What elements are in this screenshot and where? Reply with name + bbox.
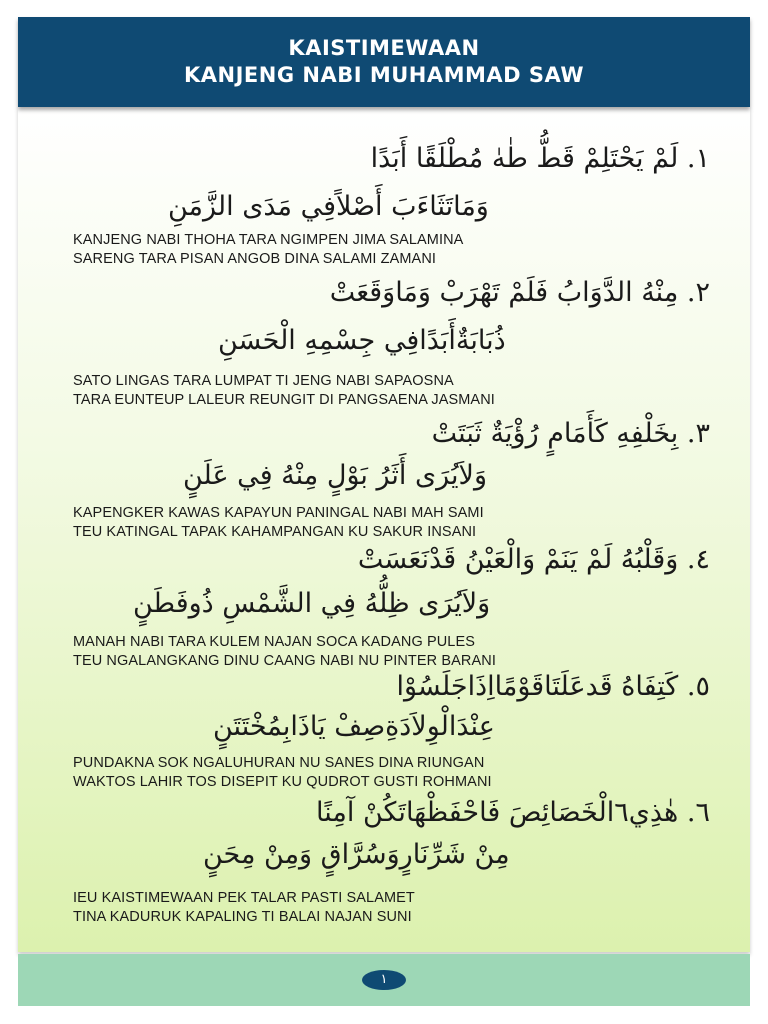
- arabic-verse-line1: ٦. هٰذِي٦الْخَصَائِصَ فَاحْفَظْهَاتَكُنْ آمِنًا: [316, 797, 710, 828]
- item-number: ٤.: [686, 544, 710, 575]
- arabic-verse-line1: ٣. بِخَلْفِهِ كَأَمَامٍ رُؤْيَةٌ ثَبَتَتْ: [431, 418, 710, 449]
- page-title-line2: KANJENG NABI MUHAMMAD SAW: [183, 63, 584, 87]
- arabic-verse-line2: وَلاَيُرَى أَثَرُ بَوْلٍ مِنْهُ فِي عَلَنٍ: [183, 460, 487, 491]
- content-panel: [18, 107, 750, 952]
- arabic-verse-line2: ذُبَابَةٌأَبَدًافِي جِسْمِهِ الْحَسَنِ: [218, 325, 506, 356]
- arabic-verse-line2: وَمَاتَثَاءَبَ أَصْلاًفِي مَدَى الزَّمَنِ: [168, 191, 489, 222]
- item-number: ١.: [686, 143, 710, 174]
- arabic-verse-line1: ١. لَمْ يَحْتَلِمْ قَطُّ طٰهٰ مُطْلَقًا أَبَدًا: [370, 143, 710, 174]
- page-number-badge: ١: [362, 970, 406, 990]
- arabic-verse-line1: ٢. مِنْهُ الدَّوَابُ فَلَمْ تَهْرَبْ وَمَاوَقَعَتْ: [329, 277, 710, 308]
- translation-line1: MANAH NABI TARA KULEM NAJAN SOCA KADANG PULES: [73, 634, 476, 650]
- translation-line1: PUNDAKNA SOK NGALUHURAN NU SANES DINA RIUNGAN: [73, 755, 485, 771]
- translation-line1: IEU KAISTIMEWAAN PEK TALAR PASTI SALAMET: [73, 890, 415, 906]
- arabic-verse-line1: ٥. كَتِفَاهُ قَدعَلَتَاقَوْمًااِذَاجَلَسُوْا: [396, 671, 710, 702]
- footer-bar: [18, 954, 750, 1006]
- translation-line1: KAPENGKER KAWAS KAPAYUN PANINGAL NABI MAH SAMI: [73, 505, 484, 521]
- translation-line2: TEU NGALANGKANG DINU CAANG NABI NU PINTER BARANI: [73, 653, 496, 669]
- item-number: ٢.: [686, 277, 710, 308]
- translation-line1: SATO LINGAS TARA LUMPAT TI JENG NABI SAPAOSNA: [73, 373, 454, 389]
- arabic-verse-line2: عِنْدَالْوِلاَدَةِصِفْ يَاذَابِمُخْتَتَنٍ: [213, 711, 495, 742]
- translation-line2: SARENG TARA PISAN ANGOB DINA SALAMI ZAMANI: [73, 251, 437, 267]
- translation-line2: WAKTOS LAHIR TOS DISEPIT KU QUDROT GUSTI ROHMANI: [73, 774, 492, 790]
- item-number: ٥.: [686, 671, 710, 702]
- item-number: ٣.: [686, 418, 710, 449]
- arabic-verse-line1: ٤. وَقَلْبُهُ لَمْ يَنَمْ وَالْعَيْنُ قَدْنَعَسَتْ: [357, 544, 710, 575]
- translation-line1: KANJENG NABI THOHA TARA NGIMPEN JIMA SALAMINA: [73, 232, 464, 248]
- item-number: ٦.: [686, 797, 710, 828]
- translation-line2: TARA EUNTEUP LALEUR REUNGIT DI PANGSAENA JASMANI: [73, 392, 495, 408]
- header-banner: [18, 17, 750, 107]
- arabic-verse-line2: مِنْ شَرِّنَارٍوَسُرَّاقٍ وَمِنْ مِحَنٍ: [203, 839, 510, 870]
- page-title-line1: KAISTIMEWAAN: [288, 36, 480, 60]
- translation-line2: TEU KATINGAL TAPAK KAHAMPANGAN KU SAKUR INSANI: [73, 524, 477, 540]
- translation-line2: TINA KADURUK KAPALING TI BALAI NAJAN SUNI: [73, 909, 412, 925]
- arabic-verse-line2: وَلاَيُرَى ظِلُّهُ فِي الشَّمْسِ ذُوفَطَنٍ: [133, 588, 491, 619]
